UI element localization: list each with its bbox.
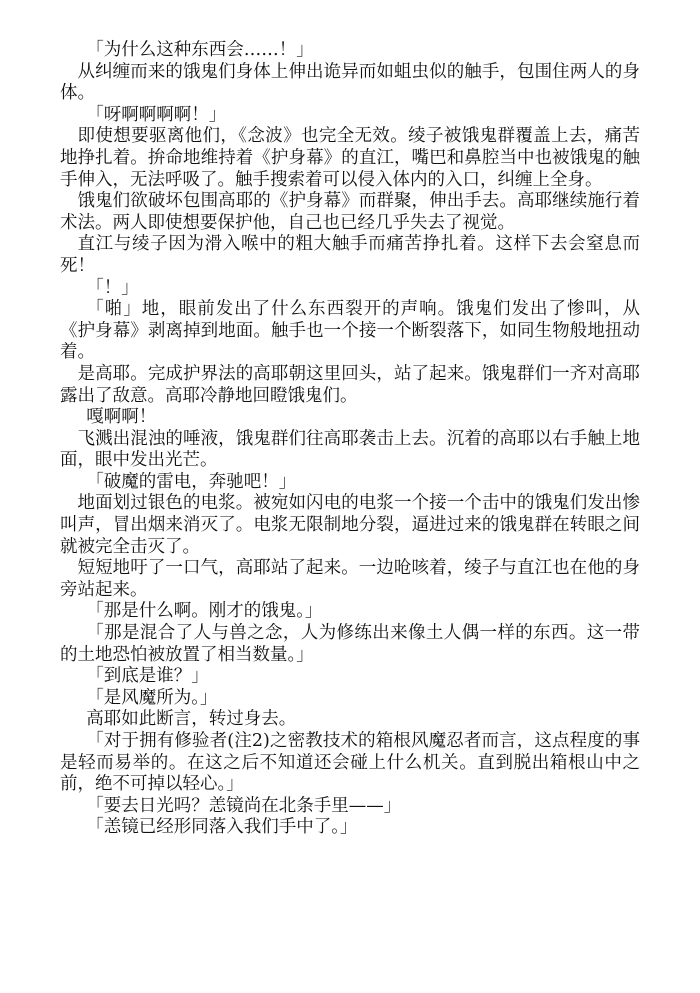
paragraph: 饿鬼们欲破坏包围高耶的《护身幕》而群聚，伸出手去。高耶继续施行着术法。两人即使想要保护他，自己也已经几乎失去了视觉。	[60, 191, 640, 233]
paragraph: 即使想要驱离他们，《念波》也完全无效。绫子被饿鬼群覆盖上去，痛苦地挣扎着。拚命地维持着《护身幕》的直江，嘴巴和鼻腔当中也被饿鬼的触手伸入，无法呼吸了。触手搜索着可以侵入体内的入口，纠缠上全身。	[60, 126, 640, 190]
paragraph: 从纠缠而来的饿鬼们身体上伸出诡异而如蛆虫似的触手，包围住两人的身体。	[60, 61, 640, 104]
paragraph: 高耶如此断言，转过身去。	[86, 709, 297, 730]
paragraph: 「呀啊啊啊啊！」	[86, 104, 227, 125]
paragraph: 「到底是谁？」	[86, 666, 209, 687]
paragraph: 嘎啊啊！	[86, 407, 157, 428]
paragraph: 「破魔的雷电，奔驰吧！」	[86, 471, 297, 492]
paragraph: 直江与绫子因为滑入喉中的粗大触手而痛苦挣扎着。这样下去会窒息而死！	[60, 234, 640, 276]
paragraph: 短短地吁了一口气，高耶站了起来。一边呛咳着，绫子与直江也在他的身旁站起来。	[60, 558, 640, 600]
paragraph: 「那是混合了人与兽之念，人为修练出来像土人偶一样的东西。这一带的土地恐怕被放置了相当数量。」	[60, 623, 640, 665]
paragraph: 「恙镜已经形同落入我们手中了。」	[86, 817, 358, 838]
paragraph: 「！」	[86, 277, 139, 298]
paragraph: 「啪」地，眼前发出了什么东西裂开的声响。饿鬼们发出了惨叫，从《护身幕》剥离掉到地面。触手也一个接一个断裂落下，如同生物般地扭动着。	[60, 299, 640, 363]
paragraph: 「那是什么啊。刚才的饿鬼。」	[86, 601, 323, 622]
novel-page	[60, 40, 640, 839]
paragraph: 「是风魔所为。」	[86, 687, 218, 708]
paragraph: 「对于拥有修验者(注2)之密教技术的箱根风魔忍者而言，这点程度的事是轻而易举的。在这之后不知道还会碰上什么机关。直到脱出箱根山中之前，绝不可掉以轻心。」	[60, 731, 640, 795]
paragraph: 「要去日光吗？恙镜尚在北条手里——」	[86, 795, 402, 816]
paragraph: 是高耶。完成护界法的高耶朝这里回头，站了起来。饿鬼群们一齐对高耶露出了敌意。高耶冷静地回瞪饿鬼们。	[60, 363, 640, 406]
paragraph: 地面划过银色的电浆。被宛如闪电的电浆一个接一个击中的饿鬼们发出惨叫声，冒出烟来消灭了。电浆无限制地分裂，逼进过来的饿鬼群在转眼之间就被完全击灭了。	[60, 493, 640, 557]
paragraph: 「为什么这种东西会……！」	[86, 40, 314, 60]
paragraph: 飞溅出混浊的唾液，饿鬼群们往高耶袭击上去。沉着的高耶以右手触上地面，眼中发出光芒。	[60, 428, 640, 471]
